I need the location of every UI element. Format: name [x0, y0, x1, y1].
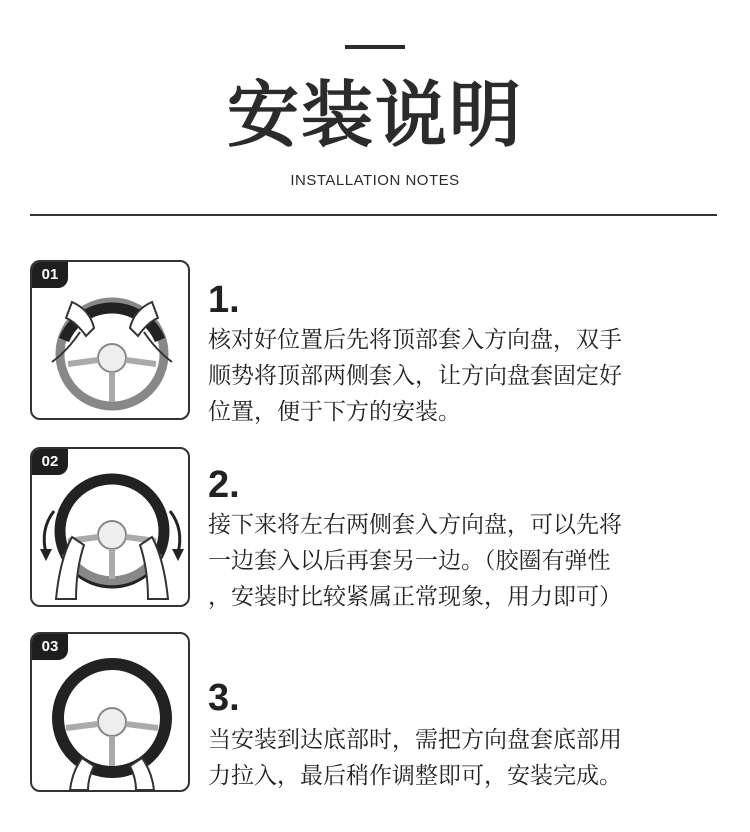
step-2-image — [30, 447, 190, 607]
page-title: 安装说明 — [226, 73, 523, 157]
step-2 — [30, 447, 720, 612]
step-1 — [30, 260, 720, 425]
page-subtitle: INSTALLATION NOTES — [290, 172, 460, 189]
header-divider — [30, 214, 717, 216]
step-3-line-1: 当安装到达底部时，需把方向盘套底部用 — [208, 727, 622, 753]
step-1-image — [30, 260, 190, 420]
step-1-line-2: 顺势将顶部两侧套入，让方向盘套固定好 — [208, 363, 622, 389]
step-3 — [30, 632, 720, 797]
step-2-badge: 02 — [32, 449, 68, 475]
step-1-line-1: 核对好位置后先将顶部套入方向盘，双手 — [208, 327, 622, 353]
step-2-text — [208, 507, 720, 615]
step-3-image — [30, 632, 190, 792]
top-accent-bar — [345, 45, 405, 49]
step-1-text — [208, 322, 720, 430]
step-2-line-1: 接下来将左右两侧套入方向盘，可以先将 — [208, 512, 622, 538]
step-3-badge: 03 — [32, 634, 68, 660]
step-1-badge: 01 — [32, 262, 68, 288]
step-3-number: 3. — [208, 677, 240, 719]
step-2-line-2: 一边套入以后再套另一边。（胶圈有弹性 — [208, 548, 611, 574]
step-3-text — [208, 722, 720, 794]
step-1-line-3: 位置，便于下方的安装。 — [208, 399, 461, 425]
step-2-number: 2. — [208, 464, 240, 506]
step-3-line-2: 力拉入，最后稍作调整即可，安装完成。 — [208, 763, 622, 789]
step-1-number: 1. — [208, 279, 240, 321]
step-2-line-3: ，安装时比较紧属正常现象，用力即可） — [208, 584, 622, 610]
